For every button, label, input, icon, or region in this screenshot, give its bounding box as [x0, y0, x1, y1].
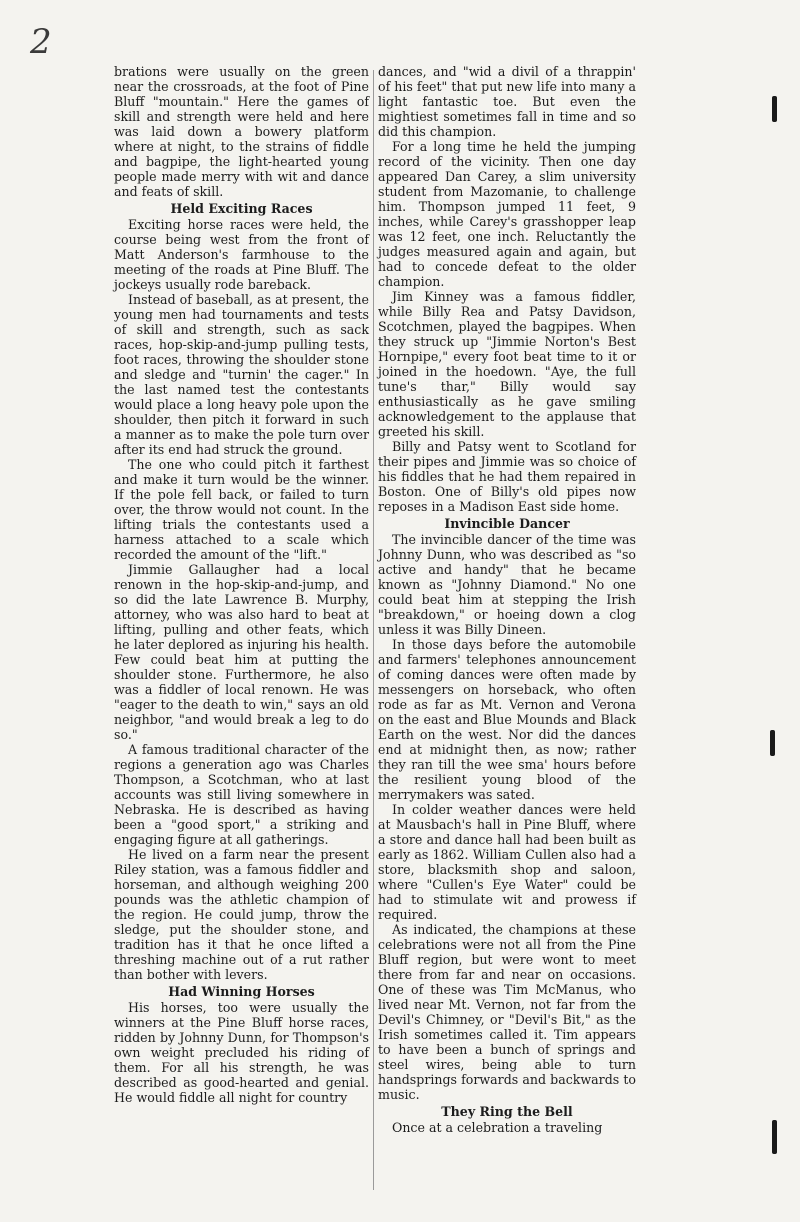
- article-paragraph: Jimmie Gallaugher had a local renown in the hop-skip-and-jump, and so did the late Lawrence B. Murphy, attorney, who was also hard to beat at lifting, pulling and other feats, which he later deplored as injuring his health. Few could beat him at putting the shoulder stone. Furthermore, he also was a fiddler of local renown. He was "eager to the death to win," says an old neighbor, "and would break a leg to do so.": [114, 562, 369, 742]
- article-paragraph: The invincible dancer of the time was Johnny Dunn, who was described as "so active and handy" that he became known as "Johnny Diamond." No one could beat him at stepping the Irish "breakdown," or hoeing down a clog unless it was Billy Dineen.: [378, 532, 636, 637]
- article-paragraph: His horses, too were usually the winners at the Pine Bluff horse races, ridden by Johnny Dunn, for Thompson's own weight precluded his riding of them. For all his strength, he was described as good-hearted and genial. He would fiddle all night for country: [114, 1000, 369, 1105]
- article-paragraph: Billy and Patsy went to Scotland for their pipes and Jimmie was so choice of his fiddles that he had them repaired in Boston. One of Billy's old pipes now reposes in a Madison East side home.: [378, 439, 636, 514]
- article-paragraph: For a long time he held the jumping record of the vicinity. Then one day appeared Dan Carey, a slim university student from Mazomanie, to challenge him. Thompson jumped 11 feet, 9 inches, while Carey's grasshopper leap was 12 feet, one inch. Reluctantly the judges measured again and again, but had to concede defeat to the older champion.: [378, 139, 636, 289]
- article-paragraph: A famous traditional character of the regions a generation ago was Charles Thompson, a Scotchman, who at last accounts was still living somewhere in Nebraska. He is described as having been a "good sport," a striking and engaging figure at all gatherings.: [114, 742, 369, 847]
- article-paragraph: The one who could pitch it farthest and make it turn would be the winner. If the pole fell back, or failed to turn over, the throw would not count. In the lifting trials the contestants used a harness attached to a scale which recorded the amount of the "lift.": [114, 457, 369, 562]
- column-divider: [373, 70, 374, 1190]
- article-paragraph: brations were usually on the green near the crossroads, at the foot of Pine Bluff "mountain." Here the games of skill and strength were held and here was laid down a bowery platform where at night, to the strains of fiddle and bagpipe, the light-hearted young people made merry with wit and dance and feats of skill.: [114, 64, 369, 199]
- article-paragraph: Exciting horse races were held, the course being west from the front of Matt Anderson's farmhouse to the meeting of the roads at Pine Bluff. The jockeys usually rode bareback.: [114, 217, 369, 292]
- article-paragraph: As indicated, the champions at these celebrations were not all from the Pine Bluff region, but were wont to meet there from far and near on occasions. One of these was Tim McManus, who lived near Mt. Vernon, not far from the Devil's Chimney, or "Devil's Bit," as the Irish sometimes called it. Tim appears to have been a bunch of springs and steel wires, being able to turn handsprings forwards and backwards to music.: [378, 922, 636, 1102]
- article-paragraph: In those days before the automobile and farmers' telephones announcement of coming dances were often made by messengers on horseback, who often rode as far as Mt. Vernon and Verona on the east and Blue Mounds and Black Earth on the west. Nor did the dances end at midnight then, as now; rather they ran till the wee sma' hours before the resilient young blood of the merrymakers was sated.: [378, 637, 636, 802]
- section-heading: Held Exciting Races: [170, 201, 313, 216]
- binding-mark: [772, 96, 777, 122]
- article-paragraph: Instead of baseball, as at present, the young men had tournaments and tests of skill and strength, such as sack races, hop-skip-and-jump pulling tests, foot races, throwing the shoulder stone and sledge and "turnin' the cager." In the last named test the contestants would place a long heavy pole upon the shoulder, then pitch it forward in such a manner as to make the pole turn over after its end had struck the ground.: [114, 292, 369, 457]
- page-number: 2: [30, 22, 52, 62]
- article-right-column: [378, 64, 636, 1135]
- section-heading: Invincible Dancer: [444, 516, 570, 531]
- article-paragraph: dances, and "wid a divil of a thrappin' of his feet" that put new life into many a light fantastic toe. But even the mightiest sometimes fall in time and so did this champion.: [378, 64, 636, 139]
- binding-mark: [772, 1120, 777, 1154]
- article-paragraph: He lived on a farm near the present Riley station, was a famous fiddler and horseman, and although weighing 200 pounds was the athletic champion of the region. He could jump, throw the sledge, put the shoulder stone, and tradition has it that he once lifted a threshing machine out of a rut rather than bother with levers.: [114, 847, 369, 982]
- section-heading: They Ring the Bell: [441, 1104, 573, 1119]
- article-paragraph: In colder weather dances were held at Mausbach's hall in Pine Bluff, where a store and dance hall had been built as early as 1862. William Cullen also had a store, blacksmith shop and saloon, where "Cullen's Eye Water" could be had to stimulate wit and prowess if required.: [378, 802, 636, 922]
- article-paragraph: Jim Kinney was a famous fiddler, while Billy Rea and Patsy Davidson, Scotchmen, played the bagpipes. When they struck up "Jimmie Norton's Best Hornpipe," every foot beat time to it or joined in the hoedown. "Aye, the full tune's thar," Billy would say enthusiastically as he gave smiling acknowledgement to the applause that greeted his skill.: [378, 289, 636, 439]
- article-left-column: [114, 64, 369, 1105]
- article-paragraph: Once at a celebration a traveling: [392, 1120, 603, 1135]
- binding-mark: [770, 730, 775, 756]
- section-heading: Had Winning Horses: [168, 984, 315, 999]
